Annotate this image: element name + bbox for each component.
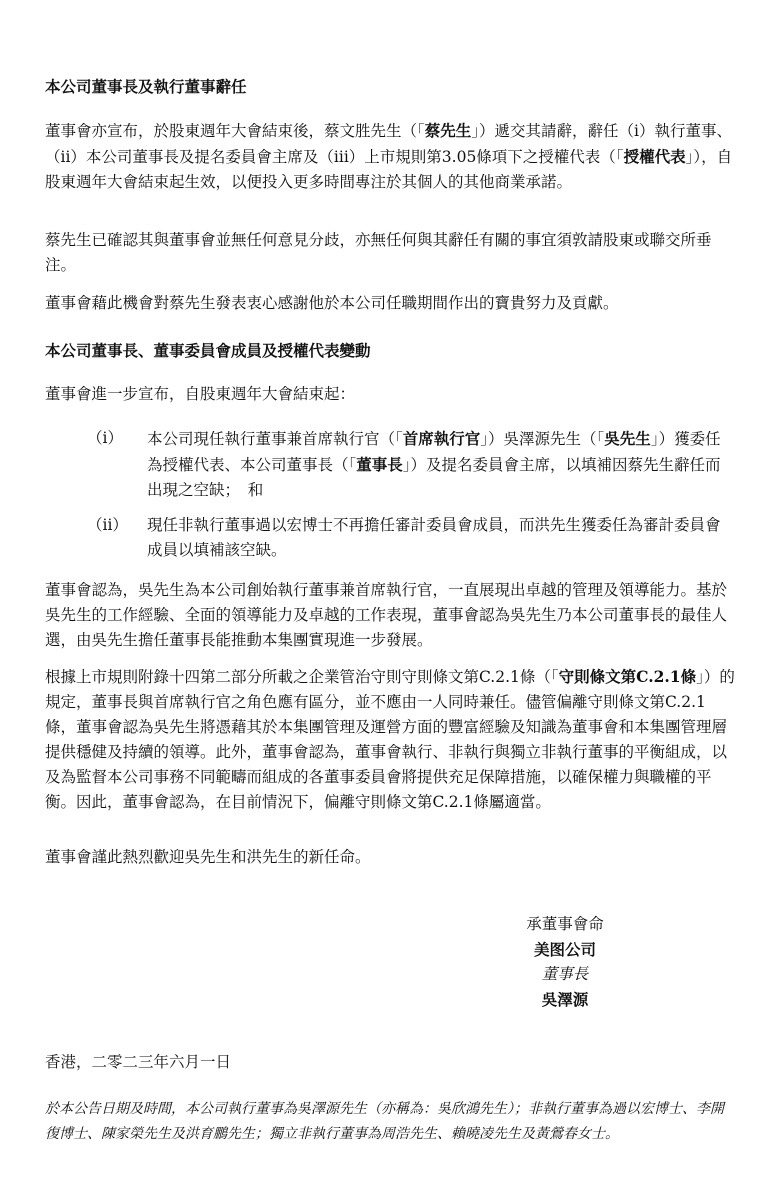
signature-block xyxy=(505,912,625,1012)
changes-intro: 董事會進一步宣布，自股東週年大會結束起： xyxy=(45,385,356,403)
gratitude-paragraph: 董事會藉此機會對蔡先生發表衷心感謝他於本公司任職期間作出的寶貴努力及貢獻。 xyxy=(45,294,619,312)
list-item-number: （i） xyxy=(87,429,123,447)
defined-term: 首席執行官 xyxy=(402,429,481,448)
list-item-text: 本公司現任執行董事兼首席執行官（「首席執行官」）吳澤源先生（「吳先生」）獲委任為授權代表、本公司董事長（「董事長」）及提名委員會主席，以填補因蔡先生辭任而出現之空缺； 和 xyxy=(147,429,721,499)
resignation-paragraph: 董事會亦宣布，於股東週年大會結束後，蔡文胜先生（「蔡先生」）遞交其請辭，辭任（i）執行董事、（ii）本公司董事長及提名委員會主席及（iii）上市規則第3.05條項下之授權代表（「授權代表」），自股東週年大會結束起生效，以便投入更多時間專注於其個人的其他商業承諾。 xyxy=(45,121,733,191)
signature-company: 美图公司 xyxy=(533,940,596,959)
directors-footnote: 於本公告日期及時間，本公司執行董事為吳澤源先生（亦稱為：吳欣鴻先生）；非執行董事為過以宏博士、李開復博士、陳家榮先生及洪育鵬先生；獨立非執行董事為周浩先生、賴曉凌先生及黃鶯春女士。 xyxy=(45,1101,724,1142)
signature-title: 董事長 xyxy=(541,965,589,983)
welcome-paragraph: 董事會謹此熱烈歡迎吳先生和洪先生的新任命。 xyxy=(45,848,371,866)
signature-line: 承董事會命 xyxy=(526,915,604,933)
no-disagreement-paragraph: 蔡先生已確認其與董事會並無任何意見分歧，亦無任何與其辭任有關的事宜須敦請股東或聯交所垂注。 xyxy=(45,231,712,274)
board-opinion-paragraph: 董事會認為，吳先生為本公司創始執行董事兼首席執行官，一直展現出卓越的管理及領導能力。基於吳先生的工作經驗、全面的領導能力及卓越的工作表現，董事會認為吳先生乃本公司董事長的最佳人選，由吳先生擔任董事長能推動本集團實現進一步發展。 xyxy=(45,581,728,649)
list-item-text: 現任非執行董事過以宏博士不再擔任審計委員會成員，而洪先生獲委任為審計委員會成員以填補該空缺。 xyxy=(147,516,721,559)
defined-term: 吳先生 xyxy=(604,429,651,448)
defined-term: 授權代表 xyxy=(623,147,686,166)
section-heading-changes: 本公司董事長、董事委員會成員及授權代表變動 xyxy=(45,341,371,360)
section-heading-resignation: 本公司董事長及執行董事辭任 xyxy=(45,77,247,96)
defined-term: 守則條文第C.2.1條 xyxy=(558,667,697,686)
signature-name: 吳澤源 xyxy=(541,990,589,1009)
announcement-date: 香港，二零二三年六月一日 xyxy=(45,1053,232,1071)
list-item-number: （ii） xyxy=(87,516,128,534)
defined-term: 蔡先生 xyxy=(424,121,472,140)
defined-term: 董事長 xyxy=(356,455,403,474)
code-provision-paragraph: 根據上市規則附錄十四第二部分所載之企業管治守則守則條文第C.2.1條（「守則條文第C.2.1條」）的規定，董事長與首席執行官之角色應有區分，並不應由一人同時兼任。儘管偏離守則條文第C.2.1條，董事會認為吳先生將憑藉其於本集團管理及運營方面的豐富經驗及知識為董事會和本集團管理層提供穩健及持續的領導。此外，董事會認為，董事會執行、非執行與獨立非執行董事的平衡組成，以及為監督本公司事務不同範疇而組成的各董事委員會將提供充足保障措施，以確保權力與職權的平衡。因此，董事會認為，在目前情況下，偏離守則條文第C.2.1條屬適當。 xyxy=(45,667,735,811)
